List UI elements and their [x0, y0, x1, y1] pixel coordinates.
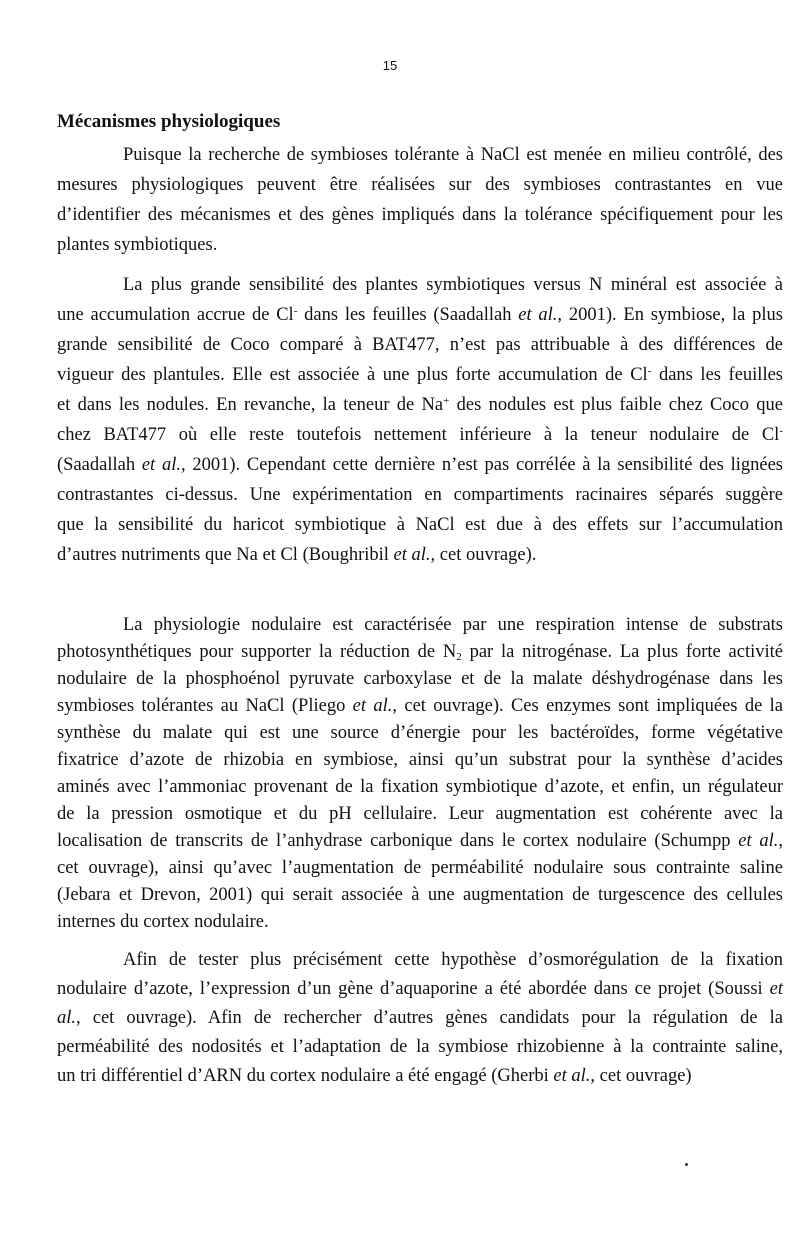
text-segment: fixatrice d’azote de rhizobia en symbiose, ainsi qu’un substrat pour la synthèse d’acides	[57, 750, 783, 770]
section-heading: Mécanismes physiologiques	[57, 111, 281, 132]
text-segment: chez BAT477 où elle reste toutefois nettement inférieure à la teneur nodulaire de Cl	[57, 425, 780, 445]
text-segment: ,	[778, 831, 783, 851]
text-segment: , cet ouvrage).	[430, 545, 537, 565]
text-line	[57, 909, 783, 936]
text-line	[57, 882, 783, 909]
text-line	[57, 510, 783, 540]
text-segment: symbioses tolérantes au NaCl (Pliego	[57, 696, 353, 716]
text-line	[57, 1033, 783, 1062]
text-line	[57, 639, 783, 666]
text-segment: un tri différentiel d’ARN du cortex nodulaire a été engagé (Gherbi	[57, 1066, 554, 1086]
text-segment: de la pression osmotique et du pH cellulaire. Leur augmentation est cohérente avec la	[57, 804, 783, 824]
text-line	[57, 330, 783, 360]
text-line	[57, 747, 783, 774]
text-segment: par la nitrogénase. La plus forte activité	[461, 642, 783, 662]
text-line	[57, 480, 783, 510]
citation-italic: et al.	[738, 831, 779, 851]
text-segment: , 2001). Cependant cette dernière n’est pas corrélée à la sensibilité des lignées	[180, 455, 783, 475]
text-segment: La plus grande sensibilité des plantes symbiotiques versus N minéral est associée à	[123, 275, 783, 295]
text-segment: grande sensibilité de Coco comparé à BAT477, n’est pas attribuable à des différences de	[57, 335, 783, 355]
text-segment: Puisque la recherche de symbioses tolérante à NaCl est menée en milieu contrôlé, des	[123, 145, 783, 165]
text-line	[57, 170, 783, 200]
text-sub: 2	[456, 651, 462, 663]
text-line	[57, 828, 783, 855]
text-segment: perméabilité des nodosités et l’adaptation de la symbiose rhizobienne à la contrainte saline,	[57, 1037, 783, 1057]
text-sup: +	[443, 395, 450, 407]
text-segment: , cet ouvrage)	[590, 1066, 692, 1086]
text-segment: mesures physiologiques peuvent être réalisées sur des symbioses contrastantes en vue	[57, 175, 783, 195]
paragraph-chloride-accumulation	[57, 270, 783, 570]
text-line	[57, 801, 783, 828]
text-segment: cet ouvrage), ainsi qu’avec l’augmentation de perméabilité nodulaire sous contrainte saline	[57, 858, 783, 878]
citation-italic: et	[769, 979, 783, 999]
text-line	[57, 270, 783, 300]
text-segment: contrastantes ci-dessus. Une expérimentation en compartiments racinaires séparés suggère	[57, 485, 783, 505]
text-line	[57, 975, 783, 1004]
paragraph-nodule-physiology	[57, 612, 783, 936]
text-segment: aminés avec l’ammoniac provenant de la fixation symbiotique d’azote, et enfin, un régulateur	[57, 777, 783, 797]
text-sup: -	[779, 425, 783, 437]
text-segment: (Saadallah	[57, 455, 142, 475]
text-segment: que la sensibilité du haricot symbiotique à NaCl est due à des effets sur l’accumulation	[57, 515, 783, 535]
paragraph-osmoregulation	[57, 946, 783, 1091]
text-line	[57, 420, 783, 450]
text-line	[57, 1062, 783, 1091]
text-line	[57, 1004, 783, 1033]
text-segment: dans les feuilles (Saadallah	[297, 305, 519, 325]
text-segment: dans les feuilles	[651, 365, 784, 385]
citation-italic: et al.	[553, 1066, 591, 1086]
text-line	[57, 390, 783, 420]
text-segment: nodulaire d’azote, l’expression d’un gène d’aquaporine a été abordée dans ce projet (Soussi	[57, 979, 770, 999]
stray-mark	[685, 1163, 688, 1166]
text-line	[57, 774, 783, 801]
text-segment: La physiologie nodulaire est caractérisée par une respiration intense de substrats	[123, 615, 783, 635]
page-number: 15	[382, 58, 398, 73]
citation-italic: al.	[57, 1008, 77, 1028]
text-segment: , cet ouvrage). Afin de rechercher d’autres gènes candidats pour la régulation de la	[76, 1008, 783, 1028]
text-line	[57, 720, 783, 747]
text-line	[57, 946, 783, 975]
text-line	[57, 450, 783, 480]
text-line	[57, 855, 783, 882]
text-segment: internes du cortex nodulaire.	[57, 912, 269, 932]
text-segment: nodulaire de la phosphoénol pyruvate carboxylase et de la malate déshydrogénase dans les	[57, 669, 783, 689]
text-line	[57, 300, 783, 330]
text-line	[57, 666, 783, 693]
text-line	[57, 540, 783, 570]
text-segment: (Jebara et Drevon, 2001) qui serait associée à une augmentation de turgescence des cellules	[57, 885, 783, 905]
text-sup: -	[293, 305, 298, 317]
citation-italic: et al.	[518, 305, 558, 325]
text-segment: , cet ouvrage). Ces enzymes sont impliquées de la	[392, 696, 783, 716]
text-line	[57, 693, 783, 720]
text-segment: localisation de transcrits de l’anhydrase carbonique dans le cortex nodulaire (Schumpp	[57, 831, 739, 851]
citation-italic: et al.	[393, 545, 431, 565]
text-line	[57, 230, 783, 260]
text-segment: une accumulation accrue de Cl	[57, 305, 294, 325]
text-segment: plantes symbiotiques.	[57, 235, 218, 255]
text-segment: et dans les nodules. En revanche, la teneur de Na	[57, 395, 444, 415]
text-segment: d’identifier des mécanismes et des gènes impliqués dans la tolérance spécifiquement pour les	[57, 205, 783, 225]
paragraph-intro	[57, 140, 783, 260]
text-segment: synthèse du malate qui est une source d’énergie pour les bactéroïdes, forme végétative	[57, 723, 783, 743]
text-segment: d’autres nutriments que Na et Cl (Boughribil	[57, 545, 394, 565]
citation-italic: et al.	[141, 455, 181, 475]
text-segment: Afin de tester plus précisément cette hypothèse d’osmorégulation de la fixation	[123, 950, 783, 970]
citation-italic: et al.	[352, 696, 393, 716]
text-segment: des nodules est plus faible chez Coco que	[449, 395, 784, 415]
text-segment: photosynthétiques pour supporter la réduction de N	[57, 642, 457, 662]
text-line	[57, 140, 783, 170]
text-line	[57, 200, 783, 230]
text-line	[57, 360, 783, 390]
text-segment: , 2001). En symbiose, la plus	[557, 305, 783, 325]
text-line	[57, 612, 783, 639]
text-sup: -	[647, 365, 652, 377]
text-segment: vigueur des plantules. Elle est associée à une plus forte accumulation de Cl	[57, 365, 648, 385]
